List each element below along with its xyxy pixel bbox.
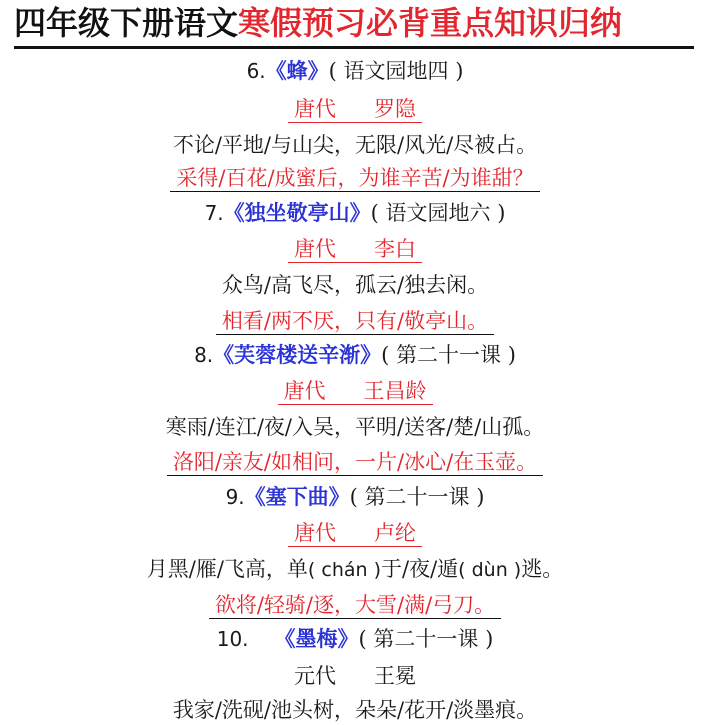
poem-author: 王冕 (374, 664, 416, 688)
poem-number: 8. (194, 343, 214, 367)
poem-author: 罗隐 (374, 97, 416, 121)
author-underline (288, 97, 422, 123)
poem-author: 李白 (374, 237, 416, 261)
poem-line-underlined: 洛阳/亲友/如相问，一片/冰心/在玉壶。 (167, 450, 543, 476)
poem-dynasty: 元代 (294, 664, 336, 688)
poem-author: 王昌龄 (363, 379, 427, 403)
poem-source: ( 第二十一课 ) (381, 343, 516, 367)
poem-number: 7. (204, 201, 224, 225)
poem-line-underlined: 采得/百花/成蜜后，为谁辛苦/为谁甜？ (170, 166, 539, 192)
poem-line: 寒雨/连江/夜/入吴，平明/送客/楚/山孤。 (165, 415, 545, 439)
author-underline (278, 379, 433, 405)
poem-line-underlined: 相看/两不厌，只有/敬亭山。 (216, 309, 494, 335)
poem-source: ( 语文园地四 ) (328, 59, 464, 83)
poem-author-line (0, 94, 710, 124)
poem-heading (0, 482, 710, 512)
poem-title: 《蜂》 (265, 59, 329, 83)
poem-source: ( 语文园地六 ) (370, 201, 506, 225)
poem-number: 9. (225, 485, 245, 509)
poem-line: 不论/平地/与山尖，无限/风光/尽被占。 (172, 133, 538, 157)
page-title (14, 0, 694, 49)
poem-heading (0, 340, 710, 370)
poem-author: 卢纶 (374, 521, 416, 545)
poem-title: 《芙蓉楼送辛渐》 (213, 343, 382, 367)
poem-line: 我家/洗砚/池头树，朵朵/花开/淡墨痕。 (172, 698, 538, 722)
poem-line-underlined: 欲将/轻骑/逐，大雪/满/弓刀。 (209, 593, 501, 619)
poem-line-red (0, 590, 710, 620)
title-red-part: 寒假预习必背重点知识归纳 (238, 4, 623, 42)
poem-line-part: 于/夜/遁 (381, 557, 459, 581)
poem-author-line (0, 234, 710, 264)
poem-title: 《塞下曲》 (244, 485, 350, 509)
poem-heading (0, 198, 710, 228)
poem-dynasty: 唐代 (294, 237, 336, 261)
poem-line-red (0, 163, 710, 193)
pinyin-annotation: ( chán ) (307, 559, 381, 581)
poem-source: ( 第二十一课 ) (349, 485, 485, 509)
poem-line-red (0, 306, 710, 336)
poem-author-line (0, 661, 710, 691)
poem-dynasty: 唐代 (294, 97, 336, 121)
poem-heading (0, 56, 710, 86)
author-underline (288, 521, 422, 547)
poem-source: ( 第二十一课 ) (358, 627, 494, 651)
poem-number: 10. (216, 627, 249, 651)
title-black-part: 四年级下册语文 (14, 4, 239, 42)
poem-line-red (0, 447, 710, 477)
poem-dynasty: 唐代 (283, 379, 326, 403)
poem-line-part: 逃。 (521, 557, 564, 581)
pinyin-annotation: ( dùn ) (458, 559, 522, 581)
poem-title: 《墨梅》 (274, 627, 359, 651)
poem-title: 《独坐敬亭山》 (223, 201, 371, 225)
poem-author-line (0, 518, 710, 548)
poem-line: 众鸟/高飞尽，孤云/独去闲。 (221, 273, 489, 297)
poem-author-line (0, 376, 710, 406)
poem-line-part: 月黑/雁/飞高，单 (146, 557, 308, 581)
author-underline (288, 237, 422, 263)
poem-line (0, 554, 710, 585)
poem-number: 6. (246, 59, 266, 83)
poem-dynasty: 唐代 (294, 521, 336, 545)
poem-heading (0, 624, 710, 654)
